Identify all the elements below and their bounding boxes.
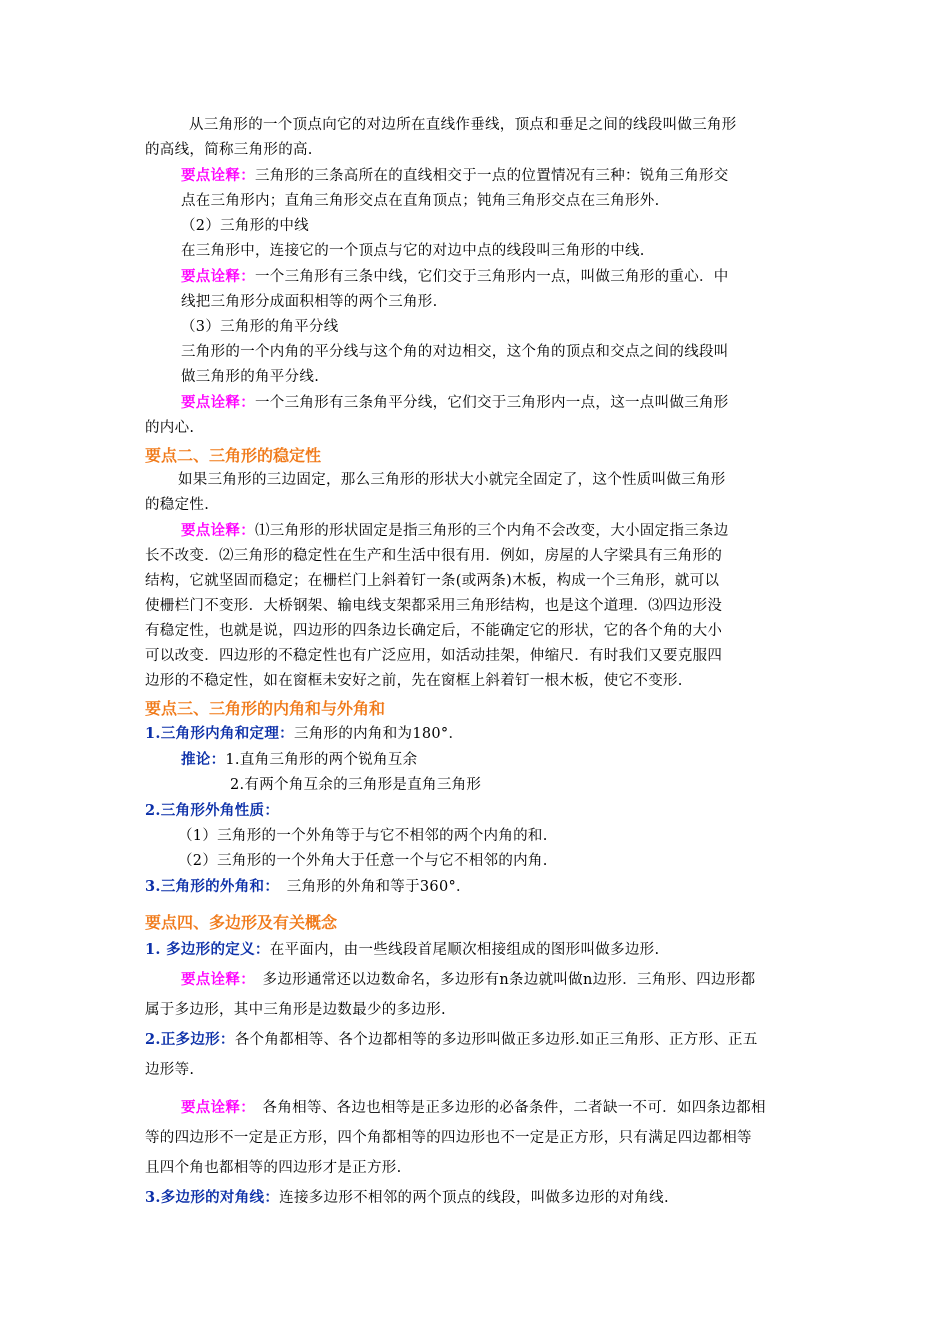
text: 在平面内，由一些线段首尾顺次相接组成的图形叫做多边形. (269, 942, 660, 958)
paragraph-line (145, 239, 810, 264)
paragraph-line (145, 468, 810, 493)
text: 使栅栏门不变形．大桥钢架、输电线支架都采用三角形结构，也是这个道理．⑶四边形没 (145, 598, 723, 614)
text: 的稳定性. (145, 497, 210, 513)
paragraph-line (145, 569, 810, 594)
paragraph-line (145, 416, 810, 441)
numbered-line (145, 1025, 810, 1055)
note-label: 要点诠释： (181, 167, 255, 184)
text: 结构，它就坚固而稳定；在栅栏门上斜着钉一条(或两条)木板，构成一个三角形，就可以 (145, 573, 720, 589)
text: 三角形的三条高所在的直线相交于一点的位置情况有三种：锐角三角形交 (255, 168, 729, 184)
note-label: 要点诠释： (181, 1099, 248, 1116)
paragraph-line (145, 1055, 810, 1085)
text: 一个三角形有三条角平分线，它们交于三角形内一点，这一点叫做三角形 (255, 395, 729, 411)
numbered-label: 2.三角形外角性质： (145, 802, 280, 819)
numbered-label: 3.三角形的外角和： (145, 878, 272, 895)
text: 多边形通常还以边数命名，多边形有n条边就叫做n边形．三角形、四边形都 (247, 972, 756, 988)
section-heading: 要点三、三角形的内角和与外角和 (145, 699, 386, 718)
paragraph-line (145, 493, 810, 518)
document-page (145, 113, 810, 1213)
text: 做三角形的角平分线. (181, 369, 320, 385)
text: 点在三角形内；直角三角形交点在直角顶点；钝角三角形交点在三角形外. (181, 193, 660, 209)
list-item (145, 849, 810, 874)
paragraph-line (145, 138, 810, 163)
numbered-label: 1.三角形内角和定理： (145, 725, 294, 742)
text: 2.有两个角互余的三角形是直角三角形 (230, 777, 482, 793)
paragraph-line (145, 544, 810, 569)
text: 各个角都相等、各个边都相等的多边形叫做正多边形.如正三角形、正方形、正五 (234, 1032, 758, 1048)
paragraph-line (145, 619, 810, 644)
text: 各角相等、各边也相等是正多边形的必备条件，二者缺一不可．如四条边都相 (247, 1100, 766, 1116)
text: 且四个角也都相等的四边形才是正方形. (145, 1160, 402, 1176)
note-line (145, 390, 810, 416)
text: （2）三角形的中线 (181, 218, 309, 234)
numbered-label: 3.多边形的对角线： (145, 1189, 280, 1206)
corollary-line (145, 747, 810, 773)
text: 可以改变．四边形的不稳定性也有广泛应用，如活动挂架，伸缩尺．有时我们又要克服四 (145, 648, 723, 664)
note-label: 要点诠释： (181, 971, 248, 988)
text: 的高线，简称三角形的高. (145, 142, 313, 158)
paragraph-line (145, 290, 810, 315)
note-line (145, 264, 810, 290)
text: （1）三角形的一个外角等于与它不相邻的两个内角的和. (178, 828, 548, 844)
numbered-line (145, 721, 810, 747)
paragraph-line (145, 1123, 810, 1153)
note-line (145, 1093, 810, 1123)
section-heading: 要点四、多边形及有关概念 (145, 913, 338, 932)
subsection-title (145, 315, 810, 340)
numbered-line (145, 798, 810, 824)
paragraph-line (145, 340, 810, 365)
text: 从三角形的一个顶点向它的对边所在直线作垂线，顶点和垂足之间的线段叫做三角形 (189, 117, 737, 133)
subsection-title (145, 214, 810, 239)
note-line (145, 163, 810, 189)
numbered-label: 1. 多边形的定义： (145, 941, 270, 958)
text: 连接多边形不相邻的两个顶点的线段，叫做多边形的对角线. (279, 1190, 669, 1206)
text: 三角形的外角和等于360°． (271, 879, 471, 895)
text: ⑴三角形的形状固定是指三角形的三个内角不会改变，大小固定指三条边 (255, 523, 729, 539)
text: 长不改变．⑵三角形的稳定性在生产和生活中很有用．例如，房屋的人字梁具有三角形的 (145, 548, 723, 564)
paragraph-line (145, 669, 810, 694)
text: 三角形的内角和为180°． (293, 726, 464, 742)
text: （2）三角形的一个外角大于任意一个与它不相邻的内角. (178, 853, 548, 869)
paragraph-line (145, 365, 810, 390)
note-label: 要点诠释： (181, 268, 255, 285)
note-line (145, 518, 810, 544)
note-line (145, 965, 810, 995)
text: （3）三角形的角平分线 (181, 319, 339, 335)
text: 边形等. (145, 1062, 195, 1078)
note-label: 要点诠释： (181, 394, 255, 411)
corollary-line (145, 773, 810, 798)
numbered-line (145, 1183, 810, 1213)
numbered-line (145, 874, 810, 900)
paragraph-line (145, 113, 810, 138)
paragraph-line (145, 594, 810, 619)
text: 有稳定性，也就是说，四边形的四条边长确定后，不能确定它的形状，它的各个角的大小 (145, 623, 723, 639)
text: 一个三角形有三条中线，它们交于三角形内一点，叫做三角形的重心．中 (255, 269, 729, 285)
list-item (145, 824, 810, 849)
text: 边形的不稳定性，如在窗框未安好之前，先在窗框上斜着钉一根木板，使它不变形. (145, 673, 683, 689)
text: 的内心. (145, 420, 195, 436)
note-label: 要点诠释： (181, 522, 255, 539)
numbered-line (145, 935, 810, 965)
paragraph-line (145, 644, 810, 669)
text: 1.直角三角形的两个锐角互余 (225, 752, 418, 768)
corollary-label: 推论： (181, 751, 226, 768)
text: 线把三角形分成面积相等的两个三角形. (181, 294, 438, 310)
text: 如果三角形的三边固定，那么三角形的形状大小就完全固定了，这个性质叫做三角形 (178, 472, 726, 488)
text: 属于多边形，其中三角形是边数最少的多边形. (145, 1002, 446, 1018)
text: 三角形的一个内角的平分线与这个角的对边相交，这个角的顶点和交点之间的线段叫 (181, 344, 729, 360)
paragraph-line (145, 1153, 810, 1183)
section-heading: 要点二、三角形的稳定性 (145, 446, 322, 465)
numbered-label: 2.正多边形： (145, 1031, 235, 1048)
paragraph-line (145, 995, 810, 1025)
paragraph-line (145, 189, 810, 214)
text: 等的四边形不一定是正方形，四个角都相等的四边形也不一定是正方形，只有满足四边都相等 (145, 1130, 752, 1146)
text: 在三角形中，连接它的一个顶点与它的对边中点的线段叫三角形的中线. (181, 243, 645, 259)
